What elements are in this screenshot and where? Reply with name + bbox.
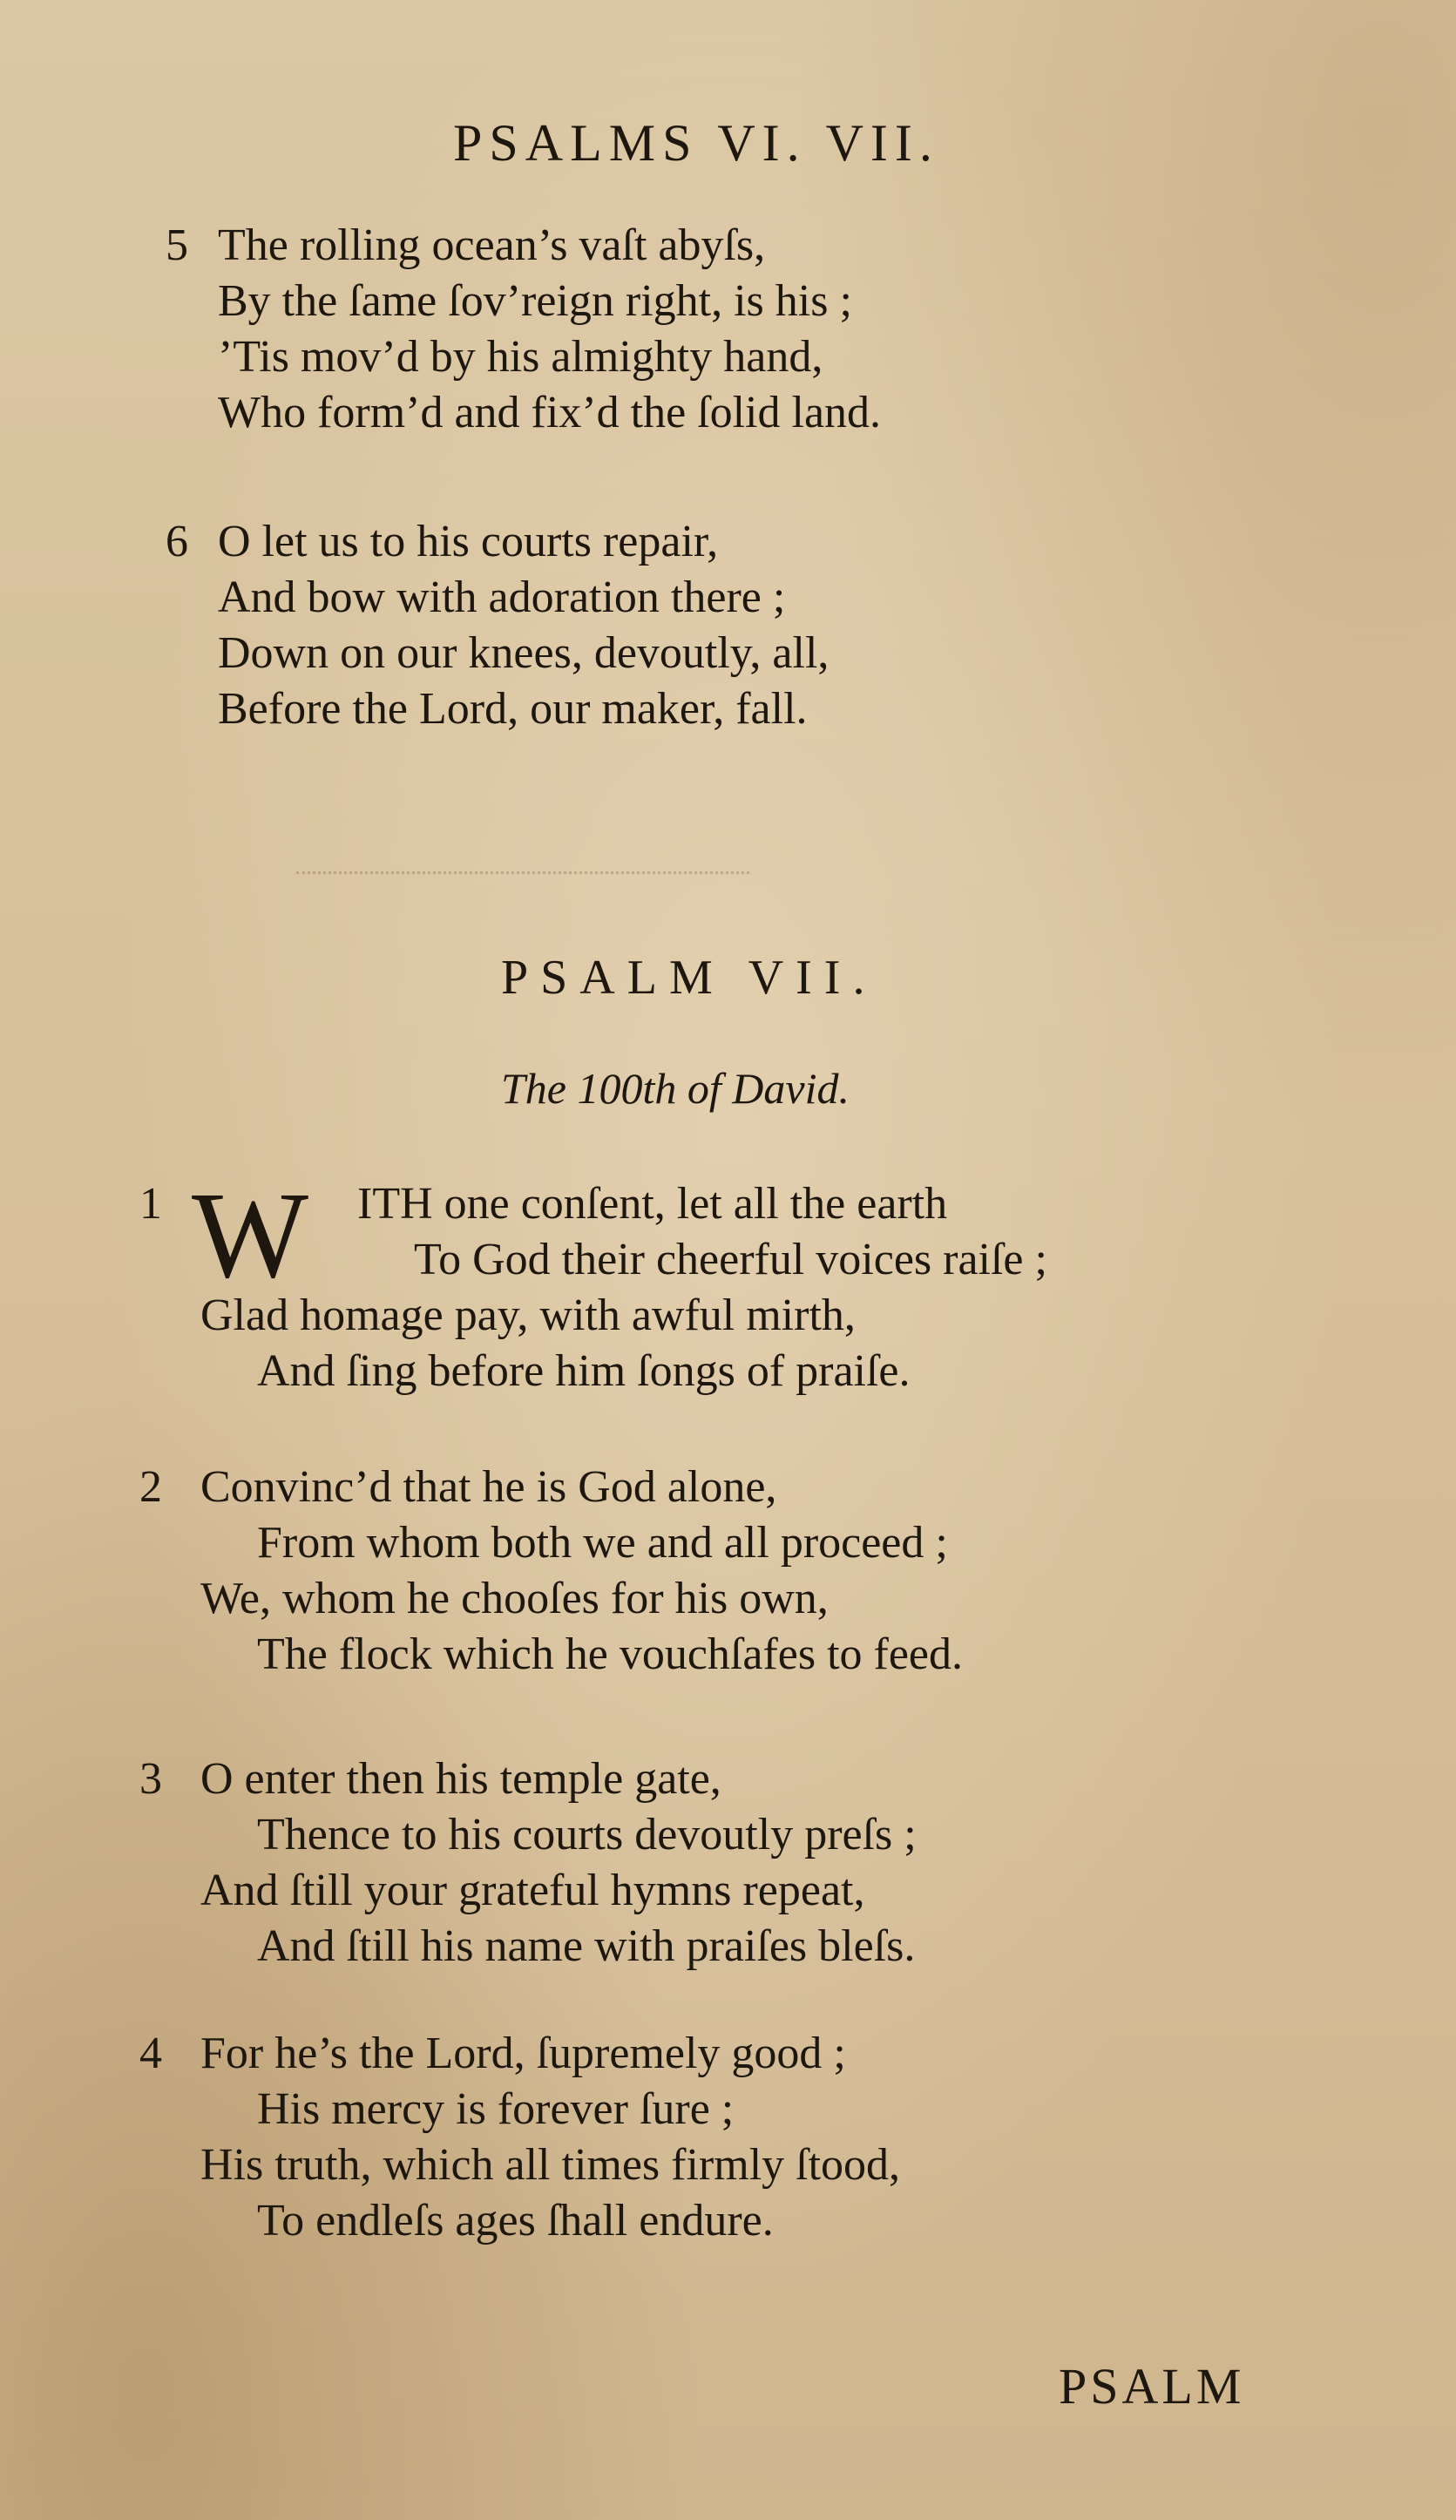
verse-line: And ſing before him ſongs of praiſe. [257,1346,911,1396]
stanza-psalm6-5 [218,218,881,441]
verse-line: Glad homage pay, with awful mirth, [200,1290,856,1340]
verse-line: O enter then his temple gate, [200,1754,721,1804]
drop-cap: W [192,1166,309,1304]
verse-line: To endleſs ages ſhall endure. [257,2196,774,2246]
stanza-number: 2 [139,1462,162,1512]
stanza-number: 3 [139,1754,162,1804]
stanza-number: 5 [166,220,188,270]
stanza-psalm7-1 [200,1176,1047,1399]
catchword: PSALM [1059,2358,1245,2415]
verse-line: Who form’d and fix’d the ſolid land. [218,388,882,437]
verse-line: The rolling ocean’s vaſt abyſs, [218,220,766,270]
stanza-psalm7-4 [200,2026,900,2249]
verse-line: Convinc’d that he is God alone, [200,1462,777,1512]
verse-line: ITH one conſent, let all the earth [357,1179,948,1229]
verse-line: Down on our knees, devoutly, all, [218,628,830,678]
verse-line: For he’s the Lord, ſupremely good ; [200,2029,846,2078]
running-head: PSALMS VI. VII. [453,114,939,172]
stanza-psalm7-3 [200,1751,917,1975]
verse-line: By the ſame ſov’reign right, is his ; [218,276,852,326]
verse-line: Thence to his courts devoutly preſs ; [257,1810,917,1860]
stanza-psalm7-2 [200,1460,963,1683]
verse-line: And bow with adoration there ; [218,572,786,622]
verse-line: Before the Lord, our maker, fall. [218,684,808,734]
stanza-psalm6-6 [218,514,829,737]
verse-line: We, whom he chooſes for his own, [200,1574,829,1623]
psalm-title: PSALM VII. [501,951,877,1005]
stanza-number: 4 [139,2029,162,2078]
stanza-number: 6 [166,517,188,566]
verse-line: O let us to his courts repair, [218,517,719,566]
verse-line: To God their cheerful voices raiſe ; [414,1235,1047,1284]
verse-line: And ſtill his name with praiſes bleſs. [257,1921,916,1971]
stanza-number: 1 [139,1179,162,1229]
verse-line: From whom both we and all proceed ; [257,1518,948,1568]
verse-line: His mercy is forever ſure ; [257,2084,735,2134]
faint-ornament-rule [296,871,749,891]
verse-line: His truth, which all times firmly ſtood, [200,2140,901,2190]
verse-line: The flock which he vouchſafes to feed. [257,1629,964,1679]
psalm-subtitle: The 100th of David. [501,1064,850,1113]
verse-line: And ſtill your grateful hymns repeat, [200,1866,865,1915]
verse-line: ’Tis mov’d by his almighty hand, [218,332,823,382]
